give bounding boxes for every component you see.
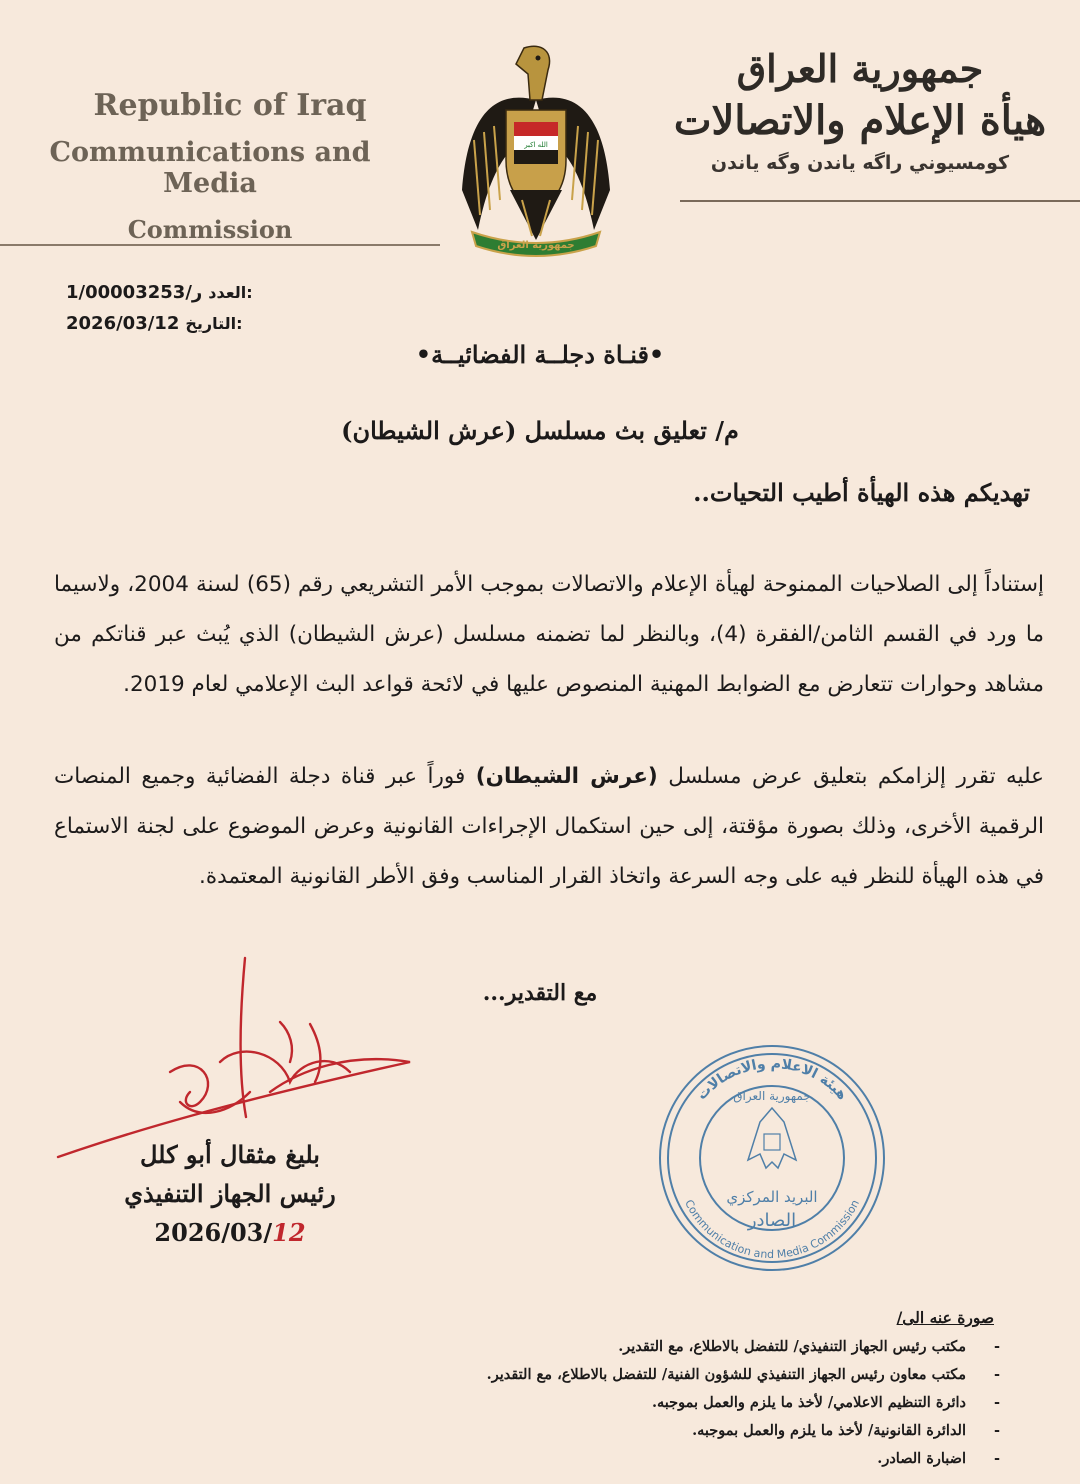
- series-title-bold: (عرش الشيطان): [475, 764, 658, 789]
- reference-date-value: 2026/03/12: [66, 313, 180, 334]
- copies-title: صورة عنه الى/: [896, 1308, 994, 1327]
- reference-date-label: التاريخ:: [185, 314, 243, 333]
- header-english-line-3: Commission: [127, 215, 293, 244]
- copies-list-item: - الدائرة القانونية/ لأخذ ما يلزم والعمل بموجبه.: [360, 1417, 1000, 1445]
- header-english: [0, 88, 420, 244]
- header-arabic: [670, 46, 1050, 174]
- header-english-line-2: Communications and Media: [49, 137, 371, 199]
- header-kurdish-line: كومسيوني راگه ياندن وگه ياندن: [710, 152, 1010, 174]
- stamp-center-line-1: البريد المركزي: [726, 1188, 818, 1206]
- iraq-eagle-emblem-icon: [458, 40, 614, 258]
- copies-list: [360, 1333, 1000, 1473]
- stamp-top-text: هيئة الاعلام والاتصالات: [693, 1055, 851, 1104]
- body-paragraph-2: [54, 752, 1044, 902]
- reference-date-row: [66, 313, 253, 334]
- header-divider-right: [680, 200, 1080, 202]
- body-paragraph-1: إستناداً إلى الصلاحيات الممنوحة لهيأة الإعلام والاتصالات بموجب الأمر التشريعي رقم (65) لسنة 2004، ولاسيما ما ورد في القسم الثامن/الفقرة (4)، وبالنظر لما تضمنه مسلسل (عرش الشيطان) الذي يُبث عبر قناتكم من مشاهد وحوارات تتعارض مع الضوابط المهنية المنصوص عليها في لائحة قواعد البث الإعلامي لعام 2019.: [54, 572, 1044, 697]
- header-arabic-line-1: جمهورية العراق: [736, 46, 984, 91]
- signer-title: رئيس الجهاز التنفيذي: [124, 1179, 336, 1208]
- header-english-line-1: Republic of Iraq: [93, 88, 367, 123]
- official-stamp-icon: [656, 1042, 888, 1274]
- reference-number-value: 1/ر/00003253: [66, 282, 203, 303]
- header-divider-left: [0, 244, 440, 246]
- body-paragraph-2-end: فوراً عبر قناة دجلة الفضائية وجميع المنصات الرقمية الأخرى، وذلك بصورة مؤقتة، إلى حين استكمال الإجراءات القانونية وعرض الموضوع على لجنة الاستماع في هذه الهيأة للنظر فيه على وجه السرعة واتخاذ القرار المناسب وفق الأطر القانونية المعتمدة.: [54, 764, 1044, 889]
- signer-date-printed: 2026/03/: [154, 1218, 273, 1247]
- stamp-country-text: جمهورية العراق: [733, 1089, 811, 1103]
- handwritten-signature-icon: [50, 952, 420, 1167]
- stamp-english-ring: Communication and Media Commission: [682, 1197, 862, 1262]
- reference-number-row: [66, 282, 253, 303]
- signer-date: [90, 1218, 370, 1247]
- stamp-center-line-2: الصادر: [747, 1210, 797, 1231]
- copies-list-item: - اضبارة الصادر.: [360, 1445, 1000, 1473]
- copies-list-item: - دائرة التنظيم الاعلامي/ لأخذ ما يلزم والعمل بموجبه.: [360, 1389, 1000, 1417]
- signer-name: بليغ مثقال أبو كلل: [140, 1140, 320, 1169]
- emblem-ribbon-text: جمهورية العراق: [497, 240, 575, 251]
- body-paragraph-2-start: عليه تقرر إلزامكم بتعليق عرض مسلسل: [657, 764, 1044, 789]
- reference-number-label: العدد:: [208, 283, 253, 302]
- flag-text: الله اكبر: [524, 141, 548, 149]
- reference-block: [66, 282, 253, 344]
- greeting: تهديكم هذه الهيأة أطيب التحيات..: [693, 478, 1030, 507]
- copies-block: [360, 1308, 1000, 1473]
- subject-line: م/ تعليق بث مسلسل (عرش الشيطان): [341, 416, 739, 445]
- copies-list-item: - مكتب معاون رئيس الجهاز التنفيذي للشؤون الفنية/ للتفضل بالاطلاع، مع التقدير.: [360, 1361, 1000, 1389]
- header-arabic-line-2: هيأة الإعلام والاتصالات: [673, 97, 1047, 144]
- addressee: •قنـاة دجلــة الفضائيــة•: [415, 340, 665, 369]
- closing: مع التقدير...: [482, 980, 598, 1006]
- signer-date-handwritten: 12: [272, 1218, 306, 1247]
- copies-list-item: - مكتب رئيس الجهاز التنفيذي/ للتفضل بالاطلاع، مع التقدير.: [360, 1333, 1000, 1361]
- signer-block: [90, 1140, 370, 1247]
